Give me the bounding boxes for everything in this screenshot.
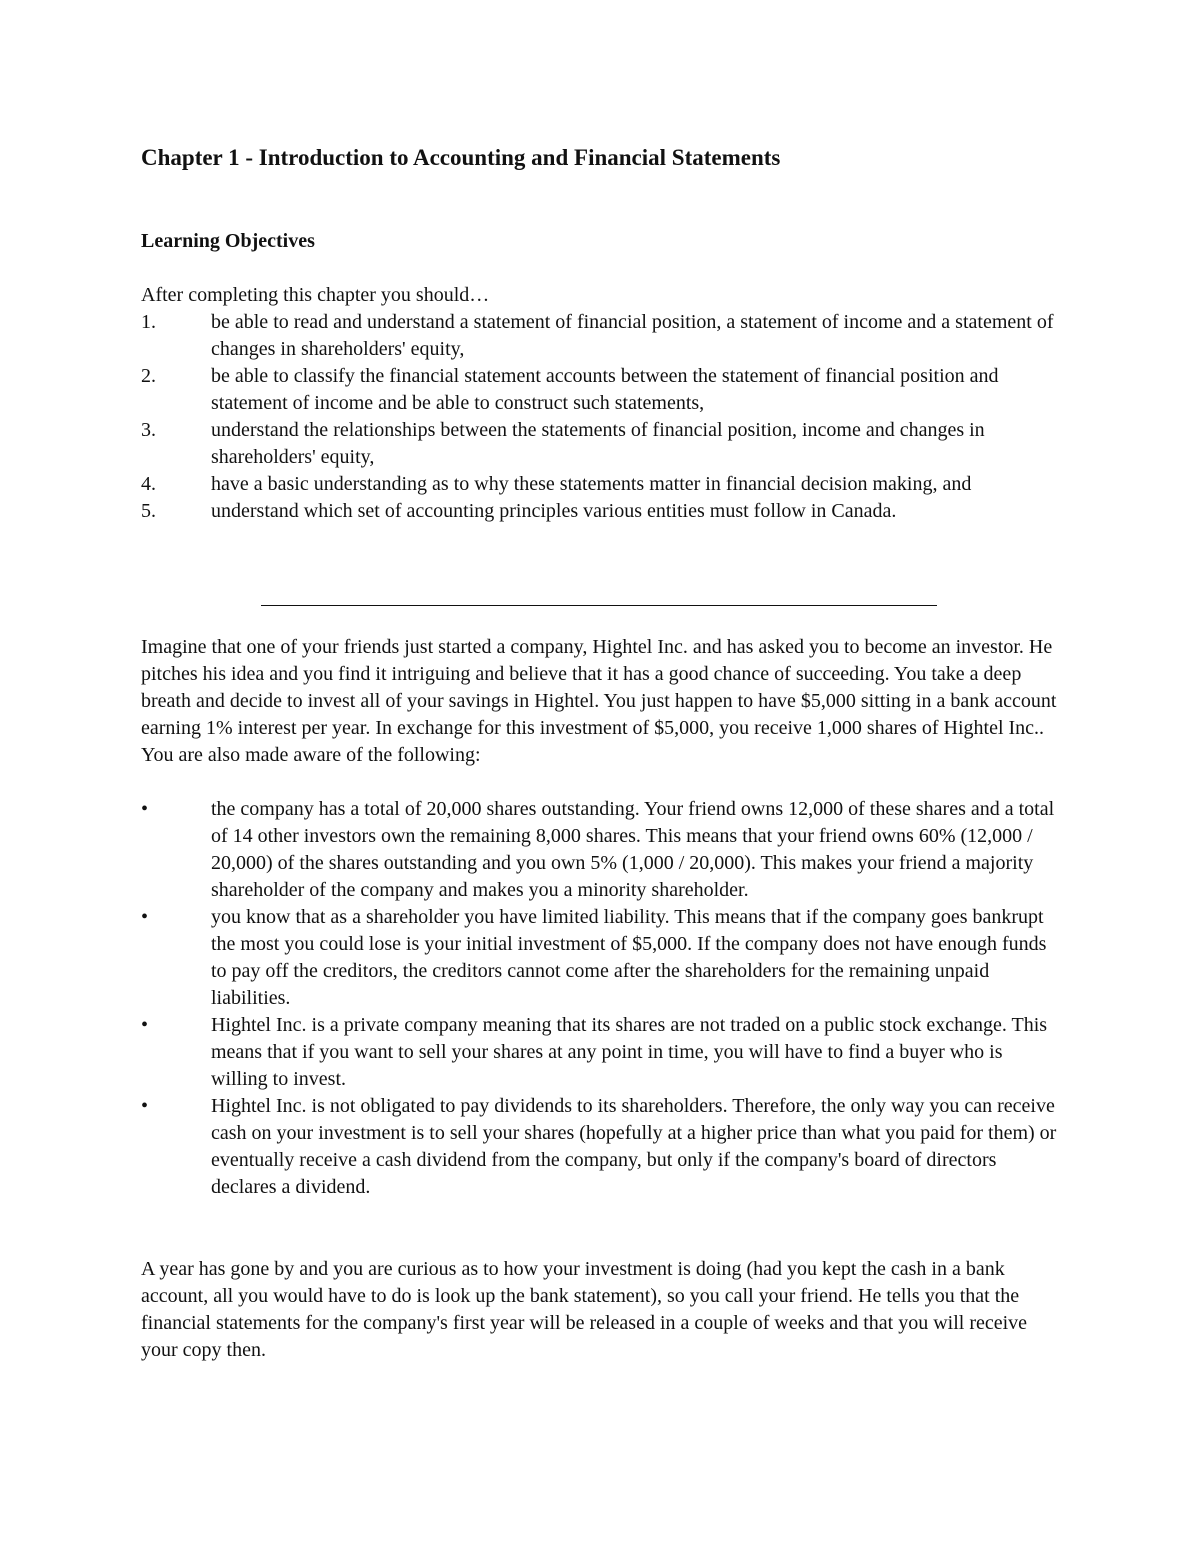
objective-number: 1.: [141, 311, 156, 333]
bullet-icon: •: [141, 798, 149, 820]
objective-text: understand the relationships between the statements of financial position, income and changes in shareholders' equity,: [211, 419, 985, 468]
objectives-intro: After completing this chapter you should…: [141, 284, 490, 306]
objectives-list: [141, 309, 1061, 525]
objective-item: [141, 417, 1061, 471]
bullet-icon: •: [141, 1014, 149, 1036]
objective-item: [141, 498, 1061, 525]
objective-item: [141, 471, 1061, 498]
bullet-icon: •: [141, 1095, 149, 1117]
bullet-text: you know that as a shareholder you have limited liability. This means that if the company goes bankrupt the most you could lose is your initial investment of $5,000. If the company does not have enough funds to pay off the creditors, the creditors cannot come after the shareholders for the remaining unpaid liabilities.: [211, 906, 1047, 1009]
objective-text: be able to read and understand a statement of financial position, a statement of income and a statement of changes in shareholders' equity,: [211, 311, 1054, 360]
objective-number: 2.: [141, 365, 156, 387]
bullet-item: [141, 1012, 1061, 1093]
bullet-item: [141, 796, 1061, 904]
closing-paragraph: A year has gone by and you are curious as to how your investment is doing (had you kept the cash in a bank account, all you would have to do is look up the bank statement), so you call your friend. He tells you that the financial statements for the company's first year will be released in a couple of weeks and that you will receive your copy then.: [141, 1258, 1028, 1361]
bullet-item: [141, 1093, 1061, 1201]
objective-number: 4.: [141, 473, 156, 495]
bullet-icon: •: [141, 906, 149, 928]
learning-objectives-heading: Learning Objectives: [141, 230, 315, 252]
bullet-text: Hightel Inc. is not obligated to pay dividends to its shareholders. Therefore, the only way you can receive cash on your investment is to sell your shares (hopefully at a higher price than what you paid for them) or eventually receive a cash dividend from the company, but only if the company's board of directors declares a dividend.: [211, 1095, 1057, 1198]
objective-item: [141, 309, 1061, 363]
bullet-item: [141, 904, 1061, 1012]
objective-number: 5.: [141, 500, 156, 522]
bullet-text: Hightel Inc. is a private company meaning that its shares are not traded on a public stock exchange. This means that if you want to sell your shares at any point in time, you will have to find a buyer who is willing to invest.: [211, 1014, 1048, 1090]
objective-text: understand which set of accounting principles various entities must follow in Canada.: [211, 500, 897, 522]
objective-number: 3.: [141, 419, 156, 441]
story-paragraph: Imagine that one of your friends just started a company, Hightel Inc. and has asked you to become an investor. He pitches his idea and you find it intriguing and believe that it has a good chance of succeeding. You take a deep breath and decide to invest all of your savings in Hightel. You just happen to have $5,000 sitting in a bank account earning 1% interest per year. In exchange for this investment of $5,000, you receive 1,000 shares of Hightel Inc.. You are also made aware of the following:: [141, 636, 1057, 766]
objective-text: have a basic understanding as to why these statements matter in financial decision making, and: [211, 473, 972, 495]
chapter-title: Chapter 1 - Introduction to Accounting and Financial Statements: [141, 145, 781, 170]
section-divider: [261, 605, 937, 606]
objective-item: [141, 363, 1061, 417]
bullet-text: the company has a total of 20,000 shares outstanding. Your friend owns 12,000 of these shares and a total of 14 other investors own the remaining 8,000 shares. This means that your friend owns 60% (12,000 / 20,000) of the shares outstanding and you own 5% (1,000 / 20,000). This makes your friend a majority shareholder of the company and makes you a minority shareholder.: [211, 798, 1055, 901]
facts-bullet-list: [141, 796, 1061, 1201]
objective-text: be able to classify the financial statement accounts between the statement of financial position and statement of income and be able to construct such statements,: [211, 365, 999, 414]
